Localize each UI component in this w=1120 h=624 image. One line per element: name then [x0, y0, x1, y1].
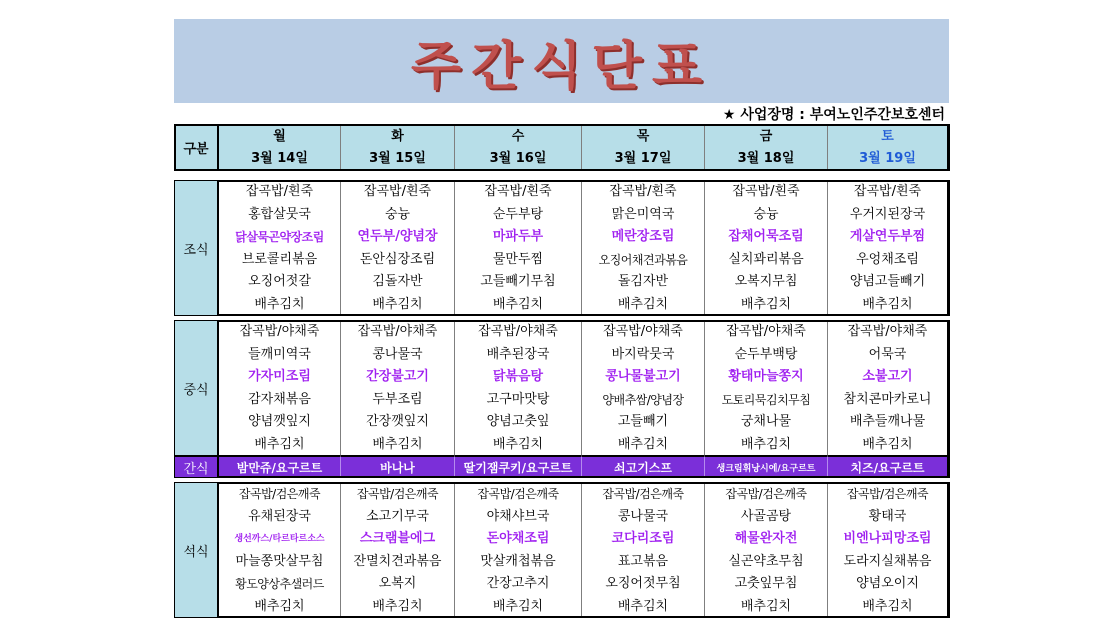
snack-label: 간식 — [174, 456, 219, 478]
menu-item: 숭늉 — [753, 206, 779, 222]
menu-item: 잡채어묵조림 — [728, 229, 804, 245]
dinner-column — [219, 482, 341, 618]
day-name: 수 — [511, 128, 525, 144]
lunch-column — [455, 320, 582, 456]
menu-item: 간장불고기 — [366, 369, 429, 385]
lunch-column — [828, 320, 949, 456]
day-name: 금 — [759, 128, 773, 144]
menu-item: 잡곡밥/흰죽 — [245, 184, 314, 199]
menu-item: 양념오이지 — [856, 576, 919, 592]
breakfast-column — [582, 180, 705, 316]
menu-item: 야채샤브국 — [486, 508, 550, 524]
menu-item: 궁채나물 — [740, 414, 792, 430]
menu-item: 잡곡밥/야채죽 — [239, 324, 320, 339]
menu-item: 참치콘마카로니 — [843, 391, 932, 407]
day-header — [582, 124, 705, 171]
menu-item: 잡곡밥/흰죽 — [853, 184, 922, 199]
menu-item: 오징어채견과볶음 — [598, 252, 688, 267]
breakfast-column — [219, 180, 341, 316]
menu-item: 감자채볶음 — [248, 391, 311, 407]
menu-item: 가자미조림 — [248, 369, 311, 385]
menu-item: 배추김치 — [740, 598, 792, 614]
menu-item: 배추김치 — [492, 436, 544, 452]
menu-item: 유채된장국 — [248, 508, 311, 524]
menu-item: 잡곡밥/흰죽 — [609, 184, 677, 199]
menu-item: 코다리조림 — [611, 531, 675, 547]
menu-item: 도라지실채볶음 — [843, 553, 932, 569]
dinner-column — [705, 482, 828, 618]
lunch-column — [341, 320, 455, 456]
day-date: 3월 15일 — [369, 150, 426, 166]
menu-item: 실곤약초무침 — [728, 553, 804, 569]
breakfast-label: 조식 — [174, 180, 219, 316]
menu-item: 오징어젓무침 — [605, 576, 681, 592]
menu-item: 게살연두부찜 — [849, 229, 926, 245]
snack-item: 딸기잼쿠키/요구르트 — [455, 456, 582, 478]
menu-item: 배추김치 — [254, 296, 305, 312]
menu-item: 간장고추지 — [486, 576, 550, 592]
menu-item: 배추김치 — [617, 598, 669, 614]
menu-item: 브로콜리볶음 — [241, 251, 318, 267]
snack-item: 밤만쥬/요구르트 — [219, 456, 341, 478]
menu-item: 배추김치 — [372, 296, 423, 312]
header-label: 구분 — [174, 124, 219, 171]
menu-item: 마늘쫑맛살무침 — [235, 553, 324, 569]
breakfast-column — [828, 180, 949, 316]
menu-item: 표고볶음 — [617, 553, 669, 569]
breakfast-column — [341, 180, 455, 316]
menu-item: 김돌자반 — [372, 274, 423, 290]
menu-item: 사골곰탕 — [740, 508, 792, 524]
lunch-column — [705, 320, 828, 456]
menu-item: 배추김치 — [492, 296, 544, 312]
dinner-column — [828, 482, 949, 618]
menu-item: 잡곡밥/검은깨죽 — [725, 487, 807, 501]
menu-item: 배추김치 — [740, 296, 792, 312]
menu-item: 스크램블에그 — [359, 531, 436, 547]
menu-item: 오징어젓갈 — [248, 274, 311, 290]
menu-item: 배추김치 — [492, 598, 544, 614]
menu-item: 생선까스/타르타르소스 — [234, 534, 325, 545]
menu-item: 잡곡밥/흰죽 — [484, 184, 552, 199]
menu-item: 닭볶음탕 — [492, 369, 544, 385]
menu-item: 잡곡밥/검은깨죽 — [477, 487, 559, 501]
menu-item: 돈안심장조림 — [359, 251, 436, 267]
menu-item: 배추김치 — [617, 296, 669, 312]
menu-item: 잡곡밥/야채죽 — [726, 324, 806, 339]
menu-item: 순두부백탕 — [734, 346, 798, 362]
day-header — [341, 124, 455, 171]
organization-name: ★ 사업장명 : 부여노인주간보호센터 — [722, 107, 945, 123]
lunch-column — [582, 320, 705, 456]
menu-item: 고구마맛탕 — [486, 391, 550, 407]
menu-item: 잡곡밥/검은깨죽 — [602, 487, 684, 501]
snack-item: 바나나 — [341, 456, 455, 478]
menu-item: 돈야채조림 — [486, 531, 550, 547]
day-name: 토 — [881, 128, 894, 144]
menu-item: 잡곡밥/검은깨죽 — [846, 487, 929, 501]
menu-item: 배추김치 — [617, 436, 669, 452]
menu-item: 배추김치 — [740, 436, 792, 452]
menu-item: 우거지된장국 — [849, 206, 926, 222]
day-name: 목 — [636, 128, 650, 144]
menu-item: 우엉채조림 — [856, 251, 919, 267]
menu-item: 숭늉 — [384, 206, 411, 222]
menu-item: 잡곡밥/야채죽 — [847, 324, 928, 339]
title-banner — [174, 19, 949, 103]
menu-item: 고들빼기무침 — [480, 274, 556, 290]
menu-item: 닭살묵곤약장조림 — [235, 230, 324, 245]
menu-item: 황도양상추샐러드 — [235, 577, 324, 592]
day-name: 화 — [391, 128, 404, 144]
menu-item: 물만두찜 — [492, 251, 544, 267]
menu-item: 배추김치 — [372, 598, 423, 614]
menu-item: 잡곡밥/검은깨죽 — [356, 487, 439, 501]
menu-item: 잡곡밥/야채죽 — [357, 324, 438, 339]
menu-item: 두부조림 — [372, 391, 423, 407]
day-header — [455, 124, 582, 171]
menu-item: 오복지무침 — [734, 274, 798, 290]
menu-item: 배추김치 — [372, 436, 423, 452]
dinner-label: 석식 — [174, 482, 219, 618]
menu-item: 돌김자반 — [617, 274, 669, 290]
page-title: 주간식단표 — [410, 36, 713, 97]
menu-item: 해물완자전 — [734, 531, 798, 547]
menu-item: 간장깻잎지 — [366, 414, 429, 430]
menu-item: 마파두부 — [492, 229, 544, 245]
dinner-column — [341, 482, 455, 618]
menu-item: 배추된장국 — [486, 346, 550, 362]
snack-item: 치즈/요구르트 — [828, 456, 949, 478]
menu-item: 순두부탕 — [492, 206, 544, 222]
day-date: 3월 18일 — [737, 150, 795, 166]
snack-item: 쇠고기스프 — [582, 456, 705, 478]
menu-item: 잡곡밥/검은깨죽 — [238, 487, 321, 501]
menu-item: 오복지 — [378, 576, 417, 592]
menu-item: 배추김치 — [862, 436, 913, 452]
menu-item: 배추김치 — [254, 436, 305, 452]
day-name: 월 — [273, 128, 286, 144]
menu-item: 황태마늘쫑지 — [728, 369, 804, 385]
dinner-column — [455, 482, 582, 618]
menu-item: 잡곡밥/흰죽 — [363, 184, 432, 199]
day-header — [705, 124, 828, 171]
menu-item: 배추들깨나물 — [849, 414, 926, 430]
menu-item: 어묵국 — [868, 346, 907, 362]
lunch-column — [219, 320, 341, 456]
menu-item: 맑은미역국 — [611, 206, 675, 222]
menu-item: 고춧잎무침 — [734, 576, 798, 592]
menu-item: 잡곡밥/야채죽 — [478, 324, 558, 339]
day-date: 3월 16일 — [489, 150, 547, 166]
menu-item: 콩나물불고기 — [605, 369, 681, 385]
menu-item: 콩나물국 — [372, 346, 423, 362]
menu-item: 황태국 — [868, 508, 907, 524]
day-date: 3월 19일 — [859, 150, 916, 166]
breakfast-column — [455, 180, 582, 316]
day-date: 3월 14일 — [251, 150, 308, 166]
menu-item: 도토리묵김치무침 — [721, 392, 811, 407]
menu-item: 잡곡밥/흰죽 — [732, 184, 800, 199]
menu-item: 맛살캐첩볶음 — [480, 553, 556, 569]
day-header — [828, 124, 949, 171]
snack-item: 생크림휘낭시에/요구르트 — [705, 456, 828, 478]
menu-item: 들깨미역국 — [248, 346, 311, 362]
menu-item: 연두부/양념장 — [357, 229, 438, 245]
lunch-label: 중식 — [174, 320, 219, 456]
menu-item: 소불고기 — [862, 369, 913, 385]
menu-item: 실치꽈리볶음 — [728, 251, 804, 267]
menu-item: 양배추쌈/양념장 — [602, 392, 684, 407]
menu-item: 바지락뭇국 — [611, 346, 675, 362]
menu-item: 홍합살뭇국 — [248, 206, 311, 222]
menu-item: 배추김치 — [254, 598, 305, 614]
day-date: 3월 17일 — [614, 150, 672, 166]
dinner-column — [582, 482, 705, 618]
day-header — [219, 124, 341, 171]
menu-item: 양념깻잎지 — [248, 414, 311, 430]
menu-item: 양념고들빼기 — [849, 274, 926, 290]
menu-item: 배추김치 — [862, 296, 913, 312]
menu-item: 배추김치 — [862, 598, 913, 614]
breakfast-column — [705, 180, 828, 316]
menu-item: 콩나물국 — [617, 508, 669, 524]
menu-item: 비엔나피망조림 — [843, 531, 932, 547]
menu-item: 잔멸치견과볶음 — [353, 553, 442, 569]
menu-item: 소고기무국 — [366, 508, 429, 524]
menu-item: 고들빼기 — [617, 414, 669, 430]
menu-item: 메란장조림 — [611, 229, 675, 245]
menu-item: 잡곡밥/야채죽 — [603, 324, 683, 339]
menu-item: 양념고춧잎 — [486, 414, 550, 430]
